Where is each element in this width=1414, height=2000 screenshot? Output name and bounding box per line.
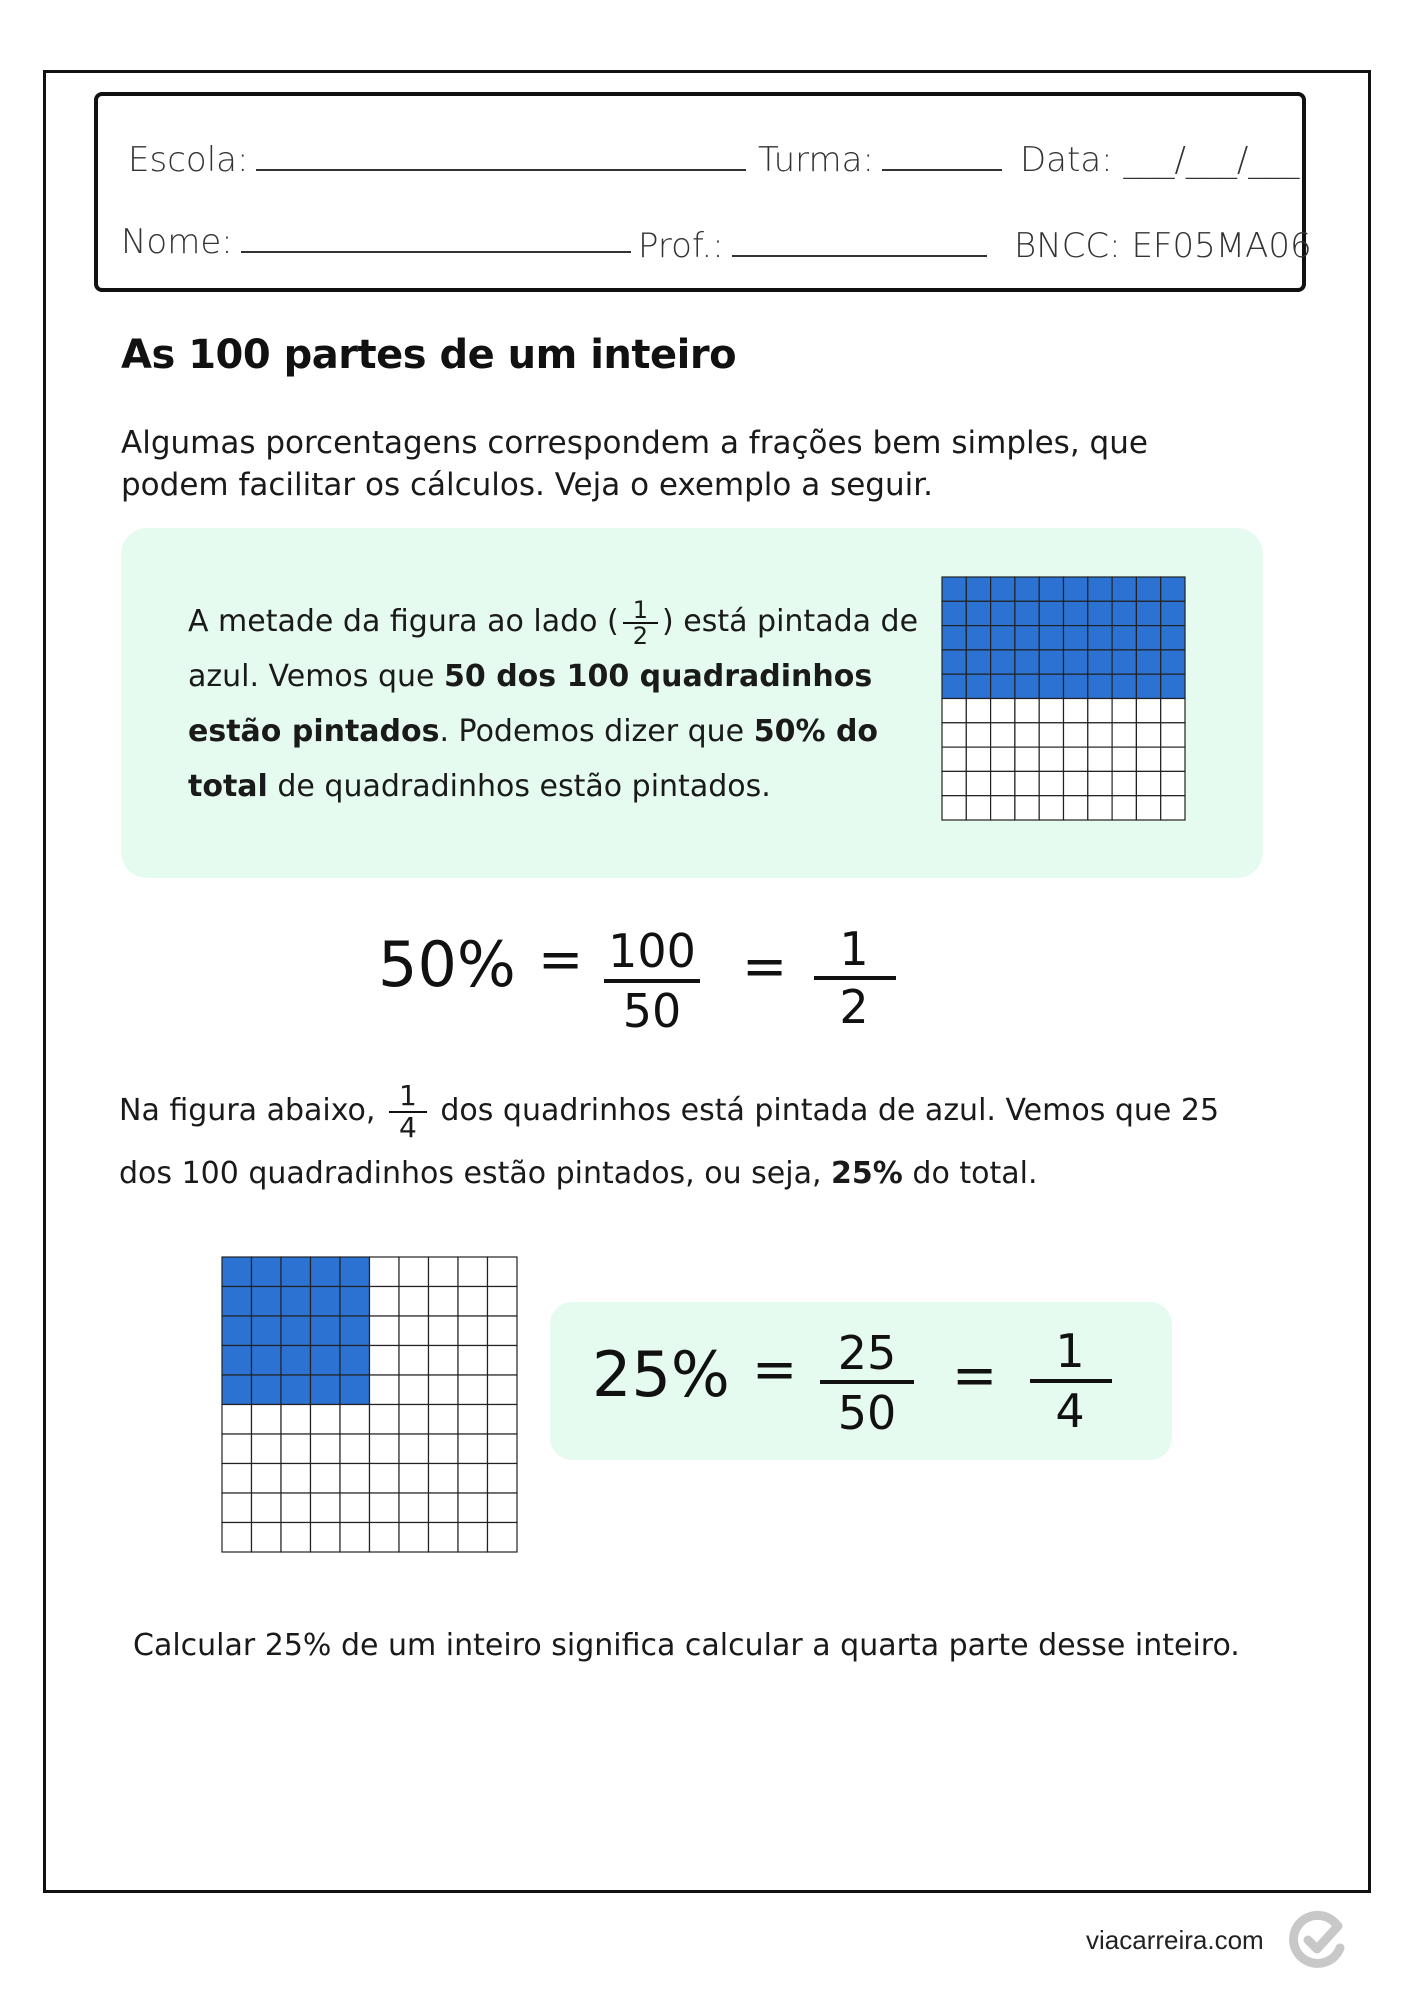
eq2-f1-bar xyxy=(820,1380,914,1384)
grid-cell-empty xyxy=(942,747,966,771)
grid-cell-filled xyxy=(281,1375,311,1405)
grid-cell-filled xyxy=(966,674,990,698)
site-footer-link[interactable]: viacarreira.com xyxy=(1086,1925,1264,1955)
grid-cell-empty xyxy=(222,1405,252,1435)
nome-field[interactable] xyxy=(121,222,631,262)
grid-cell-filled xyxy=(1015,601,1039,625)
grid-cell-empty xyxy=(222,1523,252,1553)
grid-cell-filled xyxy=(1088,601,1112,625)
grid-cell-empty xyxy=(281,1523,311,1553)
grid-cell-empty xyxy=(370,1375,400,1405)
grid-cell-empty xyxy=(1015,723,1039,747)
grid-cell-filled xyxy=(1064,626,1088,650)
grid-cell-filled xyxy=(1161,601,1185,625)
grid-cell-empty xyxy=(222,1464,252,1494)
grid-cell-empty xyxy=(399,1375,429,1405)
grid-cell-empty xyxy=(370,1287,400,1317)
nome-label: Nome: xyxy=(121,222,233,262)
grid-cell-empty xyxy=(340,1493,370,1523)
grid-cell-filled xyxy=(1136,577,1160,601)
eq2-f2-numerator: 1 xyxy=(1055,1324,1085,1378)
grid-cell-filled xyxy=(991,601,1015,625)
grid-cell-empty xyxy=(1039,723,1063,747)
eq1-f1-denominator: 50 xyxy=(622,984,682,1038)
grid-cell-filled xyxy=(252,1346,282,1376)
half-text-2: está pintada de azul. Vemos que xyxy=(188,604,919,694)
grid-cell-empty xyxy=(1112,747,1136,771)
grid-cell-empty xyxy=(370,1405,400,1435)
grid-cell-empty xyxy=(488,1405,518,1435)
grid-cell-empty xyxy=(966,747,990,771)
eq1-equals-1: = xyxy=(538,928,584,991)
turma-field[interactable] xyxy=(758,140,1002,180)
grid-cell-filled xyxy=(252,1375,282,1405)
grid-cell-filled xyxy=(991,650,1015,674)
grid-cell-filled xyxy=(1064,577,1088,601)
grid-cell-filled xyxy=(281,1346,311,1376)
grid-cell-empty xyxy=(1088,747,1112,771)
grid-cell-empty xyxy=(399,1287,429,1317)
grid-cell-empty xyxy=(1088,723,1112,747)
grid-cell-empty xyxy=(1136,723,1160,747)
grid-cell-empty xyxy=(488,1434,518,1464)
grid-cell-empty xyxy=(458,1346,488,1376)
grid-cell-empty xyxy=(1112,699,1136,723)
grid-cell-filled xyxy=(1015,650,1039,674)
grid-cell-empty xyxy=(429,1434,459,1464)
conclusion-text: Calcular 25% de um inteiro significa calcular a quarta parte desse inteiro. xyxy=(133,1628,1240,1663)
grid-cell-filled xyxy=(991,674,1015,698)
grid-cell-empty xyxy=(370,1316,400,1346)
grid-cell-empty xyxy=(311,1523,341,1553)
grid-cell-empty xyxy=(1015,796,1039,820)
grid-cell-filled xyxy=(1112,626,1136,650)
grid-cell-empty xyxy=(340,1523,370,1553)
grid-cell-empty xyxy=(1015,699,1039,723)
turma-label: Turma: xyxy=(758,140,874,180)
grid-cell-empty xyxy=(429,1464,459,1494)
grid-cell-filled xyxy=(1136,601,1160,625)
grid-cell-filled xyxy=(311,1257,341,1287)
grid-cell-empty xyxy=(488,1316,518,1346)
grid-cell-empty xyxy=(252,1434,282,1464)
grid-cell-filled xyxy=(222,1287,252,1317)
quarter-text-1: Na figura abaixo, xyxy=(119,1093,376,1128)
grid-cell-filled xyxy=(1136,626,1160,650)
eq2-f1-numerator: 25 xyxy=(837,1326,897,1380)
grid-cell-empty xyxy=(1039,699,1063,723)
grid-cell-filled xyxy=(340,1316,370,1346)
eq1-f2-numerator: 1 xyxy=(839,922,869,976)
grid-cell-filled xyxy=(1161,650,1185,674)
grid-cell-empty xyxy=(991,771,1015,795)
eq1-f2-denominator: 2 xyxy=(839,980,869,1034)
grid-cell-empty xyxy=(429,1375,459,1405)
grid-cell-empty xyxy=(1088,771,1112,795)
quarter-bold: 25% xyxy=(831,1155,903,1191)
grid-cell-filled xyxy=(991,577,1015,601)
grid-cell-empty xyxy=(1136,747,1160,771)
grid-cell-filled xyxy=(340,1287,370,1317)
grid-cell-filled xyxy=(1015,674,1039,698)
grid-cell-empty xyxy=(311,1405,341,1435)
grid-cell-filled xyxy=(252,1287,282,1317)
grid-cell-empty xyxy=(991,723,1015,747)
grid-cell-empty xyxy=(281,1434,311,1464)
eq2-equals-1: = xyxy=(752,1338,798,1401)
grid-cell-empty xyxy=(1161,796,1185,820)
grid-cell-empty xyxy=(429,1316,459,1346)
grid-cell-empty xyxy=(458,1287,488,1317)
half-text-1: A metade da figura ao lado xyxy=(188,604,598,639)
grid-cell-empty xyxy=(1064,699,1088,723)
grid-cell-filled xyxy=(281,1257,311,1287)
grid-cell-empty xyxy=(991,796,1015,820)
grid-cell-empty xyxy=(1161,699,1185,723)
grid-cell-empty xyxy=(1136,796,1160,820)
grid-cell-empty xyxy=(1039,771,1063,795)
grid-cell-filled xyxy=(281,1316,311,1346)
grid-cell-filled xyxy=(340,1375,370,1405)
grid-cell-empty xyxy=(966,796,990,820)
grid-cell-empty xyxy=(488,1287,518,1317)
eq1-f1-numerator: 100 xyxy=(608,924,696,978)
grid-cell-empty xyxy=(966,723,990,747)
fraction-denominator: 2 xyxy=(632,621,649,650)
grid-cell-empty xyxy=(458,1523,488,1553)
grid-cell-empty xyxy=(1112,771,1136,795)
grid-cell-filled xyxy=(1064,674,1088,698)
grid-cell-filled xyxy=(252,1316,282,1346)
grid-cell-filled xyxy=(942,577,966,601)
quarter-text-3: do total. xyxy=(912,1155,1038,1191)
grid-cell-filled xyxy=(1112,601,1136,625)
grid-cell-filled xyxy=(1112,674,1136,698)
grid-cell-empty xyxy=(458,1405,488,1435)
half-inline-fraction xyxy=(623,595,658,650)
grid-cell-empty xyxy=(1088,699,1112,723)
grid-cell-empty xyxy=(252,1464,282,1494)
grid-cell-filled xyxy=(942,674,966,698)
half-explanation: A metade da figura ao lado ( $\frac{1}{2}$ ) está pintada de azul. Vemos que 50 dos 100 quadradinhos estão pintados. Podemos dizer que 50% do total de quadradinhos estão pintados. xyxy=(188,595,919,804)
grid-cell-empty xyxy=(252,1493,282,1523)
fraction-denominator: 4 xyxy=(398,1110,417,1144)
grid-cell-empty xyxy=(399,1405,429,1435)
grid-cell-filled xyxy=(1039,577,1063,601)
grid-cell-filled xyxy=(222,1346,252,1376)
grid-cell-empty xyxy=(370,1493,400,1523)
grid-cell-filled xyxy=(222,1375,252,1405)
grid-cell-empty xyxy=(429,1257,459,1287)
eq2-f2-bar xyxy=(1030,1379,1112,1383)
grid-cell-empty xyxy=(1112,723,1136,747)
data-field[interactable] xyxy=(1020,140,1299,180)
grid-cell-empty xyxy=(1136,699,1160,723)
grid-cell-filled xyxy=(222,1257,252,1287)
grid-cell-filled xyxy=(340,1346,370,1376)
grid-cell-filled xyxy=(942,601,966,625)
eq2-f2-denominator: 4 xyxy=(1055,1384,1085,1438)
grid-cell-filled xyxy=(311,1287,341,1317)
prof-field[interactable] xyxy=(638,226,987,266)
escola-label: Escola: xyxy=(128,140,249,180)
grid-cell-empty xyxy=(991,747,1015,771)
grid-cell-empty xyxy=(281,1493,311,1523)
grid-cell-filled xyxy=(1064,601,1088,625)
quarter-explanation xyxy=(119,1080,1259,1205)
grid-cell-empty xyxy=(942,699,966,723)
grid-cell-empty xyxy=(1161,723,1185,747)
grid-cell-empty xyxy=(340,1464,370,1494)
grid-cell-filled xyxy=(1064,650,1088,674)
grid-cell-filled xyxy=(991,626,1015,650)
grid-cell-filled xyxy=(1039,674,1063,698)
grid-cell-empty xyxy=(1039,747,1063,771)
grid-cell-empty xyxy=(1064,723,1088,747)
grid-cell-empty xyxy=(340,1405,370,1435)
grid-cell-empty xyxy=(488,1493,518,1523)
grid-cell-empty xyxy=(942,796,966,820)
grid-cell-empty xyxy=(429,1523,459,1553)
grid-cell-empty xyxy=(1088,796,1112,820)
eq1-percent: 50% xyxy=(378,928,516,1001)
grid-cell-empty xyxy=(991,699,1015,723)
grid-cell-empty xyxy=(399,1346,429,1376)
grid-cell-empty xyxy=(370,1464,400,1494)
grid-cell-empty xyxy=(399,1464,429,1494)
grid-cell-empty xyxy=(942,771,966,795)
grid-cell-empty xyxy=(1064,747,1088,771)
grid-cell-empty xyxy=(399,1493,429,1523)
grid-cell-empty xyxy=(1112,796,1136,820)
fraction-numerator: 1 xyxy=(389,1081,427,1113)
eq2-f1-denominator: 50 xyxy=(837,1386,897,1440)
grid-cell-filled xyxy=(1161,626,1185,650)
grid-cell-filled xyxy=(1015,577,1039,601)
grid-cell-empty xyxy=(429,1405,459,1435)
eq1-f1-bar xyxy=(604,979,700,983)
grid-cell-empty xyxy=(429,1346,459,1376)
grid-cell-filled xyxy=(1136,674,1160,698)
grid-cell-filled xyxy=(1088,577,1112,601)
grid-cell-empty xyxy=(458,1257,488,1287)
grid-cell-empty xyxy=(281,1464,311,1494)
grid-cell-empty xyxy=(458,1316,488,1346)
grid-cell-empty xyxy=(1039,796,1063,820)
grid-cell-filled xyxy=(1039,650,1063,674)
grid-cell-filled xyxy=(311,1375,341,1405)
grid-cell-filled xyxy=(281,1287,311,1317)
grid-cell-filled xyxy=(942,626,966,650)
grid-cell-filled xyxy=(1161,674,1185,698)
intro-paragraph: Algumas porcentagens correspondem a frações bem simples, que podem facilitar os cálculos. Veja o exemplo a seguir. xyxy=(121,425,1148,503)
bncc-code: BNCC: EF05MA06 xyxy=(1014,226,1312,266)
escola-field[interactable] xyxy=(128,140,746,180)
half-text-4: de quadradinhos estão pintados. xyxy=(277,769,771,804)
grid-cell-empty xyxy=(311,1493,341,1523)
grid-cell-empty xyxy=(488,1257,518,1287)
grid-cell-empty xyxy=(1161,771,1185,795)
grid-cell-empty xyxy=(370,1346,400,1376)
grid-cell-empty xyxy=(942,723,966,747)
eq2-percent: 25% xyxy=(592,1338,730,1411)
grid-cell-empty xyxy=(370,1257,400,1287)
quarter-text-2: dos quadrinhos está pintada de azul. Vemos que 25 dos 100 quadradinhos estão pintados, ou seja, xyxy=(119,1093,1220,1191)
grid-cell-empty xyxy=(429,1287,459,1317)
grid-cell-empty xyxy=(1161,747,1185,771)
grid-cell-filled xyxy=(1088,650,1112,674)
grid-cell-filled xyxy=(222,1316,252,1346)
grid-cell-empty xyxy=(222,1434,252,1464)
grid-cell-empty xyxy=(222,1493,252,1523)
quarter-grid-figure xyxy=(220,1255,520,1555)
grid-cell-empty xyxy=(1064,771,1088,795)
grid-cell-empty xyxy=(429,1493,459,1523)
fraction-numerator: 1 xyxy=(623,598,658,624)
worksheet-title: As 100 partes de um inteiro xyxy=(121,332,737,378)
grid-cell-empty xyxy=(1064,796,1088,820)
grid-cell-filled xyxy=(966,626,990,650)
grid-cell-empty xyxy=(1136,771,1160,795)
grid-cell-filled xyxy=(1112,577,1136,601)
grid-cell-empty xyxy=(370,1434,400,1464)
eq1-equals-2: = xyxy=(742,935,788,998)
grid-cell-empty xyxy=(458,1493,488,1523)
grid-cell-empty xyxy=(399,1523,429,1553)
grid-cell-empty xyxy=(966,771,990,795)
grid-cell-filled xyxy=(1136,650,1160,674)
grid-cell-empty xyxy=(340,1434,370,1464)
checkmark-circle-icon xyxy=(1288,1910,1348,1970)
grid-cell-filled xyxy=(1161,577,1185,601)
grid-cell-empty xyxy=(488,1464,518,1494)
grid-cell-filled xyxy=(1088,626,1112,650)
grid-cell-empty xyxy=(311,1434,341,1464)
half-grid-figure xyxy=(940,575,1186,821)
grid-cell-filled xyxy=(1039,601,1063,625)
grid-cell-filled xyxy=(311,1346,341,1376)
grid-cell-empty xyxy=(966,699,990,723)
half-text-3: . Podemos dizer que xyxy=(439,714,745,749)
grid-cell-filled xyxy=(966,650,990,674)
half-bold-1: 50 dos 100 quadradinhos estão pintados xyxy=(188,659,873,749)
grid-cell-empty xyxy=(399,1316,429,1346)
grid-cell-filled xyxy=(340,1257,370,1287)
grid-cell-empty xyxy=(1015,747,1039,771)
prof-label: Prof.: xyxy=(638,226,724,266)
quarter-inline-fraction xyxy=(389,1078,427,1144)
grid-cell-empty xyxy=(458,1434,488,1464)
grid-cell-empty xyxy=(458,1464,488,1494)
grid-cell-empty xyxy=(370,1523,400,1553)
grid-cell-filled xyxy=(966,601,990,625)
grid-cell-empty xyxy=(488,1346,518,1376)
grid-cell-filled xyxy=(942,650,966,674)
grid-cell-empty xyxy=(311,1464,341,1494)
grid-cell-empty xyxy=(488,1375,518,1405)
grid-cell-filled xyxy=(1112,650,1136,674)
grid-cell-filled xyxy=(1015,626,1039,650)
grid-cell-empty xyxy=(252,1523,282,1553)
grid-cell-filled xyxy=(966,577,990,601)
grid-cell-empty xyxy=(1015,771,1039,795)
grid-cell-filled xyxy=(1039,626,1063,650)
grid-cell-filled xyxy=(311,1316,341,1346)
grid-cell-empty xyxy=(458,1375,488,1405)
data-label: Data: ___/___/___ xyxy=(1020,140,1300,180)
grid-cell-empty xyxy=(488,1523,518,1553)
grid-cell-filled xyxy=(252,1257,282,1287)
half-bold-2: 50% do total xyxy=(188,714,879,804)
eq2-equals-2: = xyxy=(952,1344,998,1407)
grid-cell-filled xyxy=(1088,674,1112,698)
grid-cell-empty xyxy=(252,1405,282,1435)
grid-cell-empty xyxy=(399,1257,429,1287)
grid-cell-empty xyxy=(399,1434,429,1464)
grid-cell-empty xyxy=(281,1405,311,1435)
